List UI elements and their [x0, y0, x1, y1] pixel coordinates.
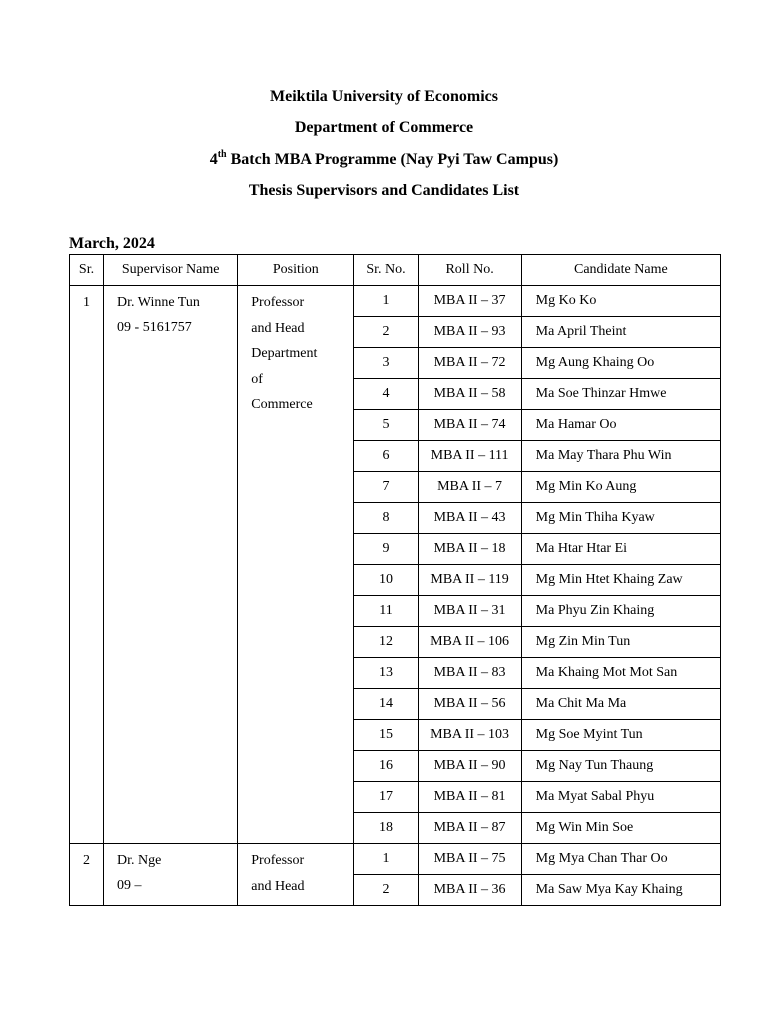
candidate-roll-no: MBA II – 106 [418, 627, 521, 658]
batch-suffix: th [217, 148, 227, 160]
supervisors-table [69, 254, 721, 906]
position-line: of [251, 371, 263, 387]
position-line: Professor [251, 853, 305, 868]
column-header-roll-no: Roll No. [418, 255, 521, 286]
candidate-name: Mg Min Thiha Kyaw [521, 503, 720, 534]
department-title: Department of Commerce [294, 119, 474, 136]
position-line: and Head [251, 878, 305, 894]
candidate-roll-no: MBA II – 56 [418, 689, 521, 720]
candidate-name: Ma May Thara Phu Win [521, 441, 720, 472]
candidate-name: Ma Hamar Oo [521, 410, 720, 441]
candidate-roll-no: MBA II – 87 [418, 813, 521, 844]
supervisor-phone: 09 - 5161757 [117, 320, 192, 335]
candidate-name: Mg Win Min Soe [521, 813, 720, 844]
candidate-name: Mg Zin Min Tun [521, 627, 720, 658]
position-line: Department [251, 346, 318, 361]
candidate-sr-no: 8 [354, 503, 418, 534]
candidate-sr-no: 16 [354, 751, 418, 782]
candidate-roll-no: MBA II – 93 [418, 317, 521, 348]
group-sr: 2 [70, 844, 104, 906]
candidate-sr-no: 2 [354, 317, 418, 348]
candidate-roll-no: MBA II – 83 [418, 658, 521, 689]
table-row [70, 844, 721, 875]
candidate-name: Ma Htar Htar Ei [521, 534, 720, 565]
position-line: Professor [251, 295, 305, 310]
candidate-sr-no: 5 [354, 410, 418, 441]
candidate-sr-no: 1 [354, 286, 418, 317]
column-header-sr-no: Sr. No. [354, 255, 418, 286]
candidate-name: Ma Chit Ma Ma [521, 689, 720, 720]
batch-number: 4 [209, 151, 218, 168]
candidate-sr-no: 4 [354, 379, 418, 410]
candidate-roll-no: MBA II – 75 [418, 844, 521, 875]
candidate-sr-no: 6 [354, 441, 418, 472]
candidate-roll-no: MBA II – 81 [418, 782, 521, 813]
candidate-sr-no: 15 [354, 720, 418, 751]
candidate-name: Ma Myat Sabal Phyu [521, 782, 720, 813]
candidate-sr-no: 18 [354, 813, 418, 844]
candidate-roll-no: MBA II – 72 [418, 348, 521, 379]
candidate-sr-no: 3 [354, 348, 418, 379]
column-header-supervisor: Supervisor Name [104, 255, 238, 286]
supervisor-phone: 09 – [117, 878, 142, 893]
candidate-name: Ma April Theint [521, 317, 720, 348]
supervisor-name: Dr. Nge [117, 853, 162, 868]
candidate-roll-no: MBA II – 43 [418, 503, 521, 534]
list-title: Thesis Supervisors and Candidates List [248, 182, 520, 199]
programme-name: Batch MBA Programme (Nay Pyi Taw Campus) [226, 151, 559, 168]
supervisor-cell [104, 286, 238, 844]
table-row [70, 286, 721, 317]
position-cell [238, 286, 354, 844]
supervisor-cell [104, 844, 238, 906]
candidate-roll-no: MBA II – 103 [418, 720, 521, 751]
column-header-position: Position [238, 255, 354, 286]
column-header-candidate: Candidate Name [521, 255, 720, 286]
candidate-sr-no: 7 [354, 472, 418, 503]
candidate-name: Ma Saw Mya Kay Khaing [521, 875, 720, 906]
column-header-sr: Sr. [70, 255, 104, 286]
candidate-roll-no: MBA II – 37 [418, 286, 521, 317]
candidate-roll-no: MBA II – 7 [418, 472, 521, 503]
candidate-name: Mg Aung Khaing Oo [521, 348, 720, 379]
table-header-row [70, 255, 721, 286]
candidate-name: Mg Min Htet Khaing Zaw [521, 565, 720, 596]
candidate-sr-no: 2 [354, 875, 418, 906]
candidate-sr-no: 11 [354, 596, 418, 627]
candidate-name: Mg Ko Ko [521, 286, 720, 317]
candidate-name: Mg Soe Myint Tun [521, 720, 720, 751]
candidate-roll-no: MBA II – 58 [418, 379, 521, 410]
candidate-sr-no: 14 [354, 689, 418, 720]
document-date: March, 2024 [69, 235, 155, 252]
candidate-name: Mg Mya Chan Thar Oo [521, 844, 720, 875]
candidate-sr-no: 12 [354, 627, 418, 658]
candidate-name: Mg Nay Tun Thaung [521, 751, 720, 782]
candidate-name: Ma Khaing Mot Mot San [521, 658, 720, 689]
candidate-sr-no: 9 [354, 534, 418, 565]
candidate-name: Mg Min Ko Aung [521, 472, 720, 503]
university-title: Meiktila University of Economics [270, 88, 498, 105]
supervisor-name: Dr. Winne Tun [117, 295, 200, 310]
candidate-sr-no: 13 [354, 658, 418, 689]
candidate-roll-no: MBA II – 119 [418, 565, 521, 596]
position-cell [238, 844, 354, 906]
position-line: Commerce [251, 397, 313, 412]
candidate-name: Ma Soe Thinzar Hmwe [521, 379, 720, 410]
candidate-roll-no: MBA II – 111 [418, 441, 521, 472]
candidate-sr-no: 1 [354, 844, 418, 875]
candidate-roll-no: MBA II – 18 [418, 534, 521, 565]
group-sr: 1 [70, 286, 104, 844]
candidate-name: Ma Phyu Zin Khaing [521, 596, 720, 627]
table-body [70, 286, 721, 906]
candidate-sr-no: 17 [354, 782, 418, 813]
candidate-roll-no: MBA II – 74 [418, 410, 521, 441]
position-line: and Head [251, 320, 305, 336]
programme-title [0, 150, 768, 170]
candidate-sr-no: 10 [354, 565, 418, 596]
candidate-roll-no: MBA II – 36 [418, 875, 521, 906]
candidate-roll-no: MBA II – 31 [418, 596, 521, 627]
candidate-roll-no: MBA II – 90 [418, 751, 521, 782]
